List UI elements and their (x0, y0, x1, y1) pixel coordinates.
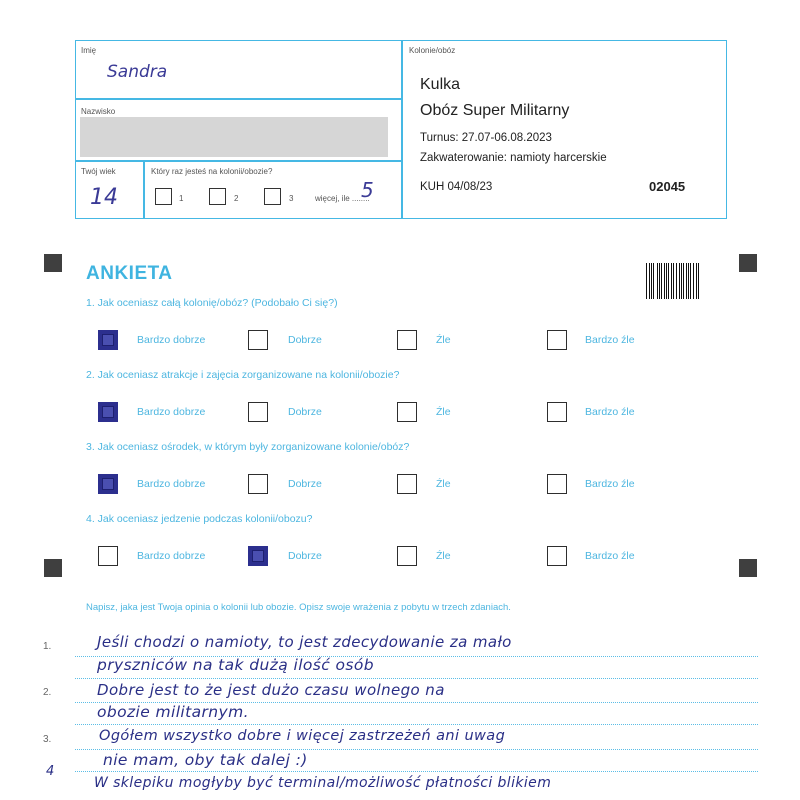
handwritten-line: nie mam, oby tak dalej :) (103, 751, 308, 769)
rating-option-label: Bardzo dobrze (137, 478, 206, 490)
line-number: 3. (43, 734, 52, 745)
imie-label: Imię (81, 46, 97, 55)
visit-3-checkbox[interactable] (264, 188, 281, 205)
registration-marker (44, 254, 62, 272)
row-divider (75, 98, 401, 100)
rating-option-label: Dobrze (288, 478, 322, 490)
rating-checkbox[interactable] (397, 474, 417, 494)
rating-checkbox[interactable] (397, 546, 417, 566)
rating-checkbox[interactable] (98, 402, 118, 422)
question-text: 4. Jak oceniasz jedzenie podczas kolonii/obozu? (86, 513, 313, 525)
turnus: Turnus: 27.07-06.08.2023 (420, 132, 552, 144)
barcode (646, 263, 700, 299)
visit-2-label: 2 (234, 194, 239, 203)
rating-option-label: Bardzo źle (585, 406, 635, 418)
visit-1-checkbox[interactable] (155, 188, 172, 205)
visit-3-label: 3 (289, 194, 294, 203)
rating-option-label: Bardzo źle (585, 550, 635, 562)
wiecej-value[interactable]: 5 (361, 178, 374, 202)
handwritten-line: Dobre jest to że jest dużo czasu wolnego na (97, 681, 445, 699)
rating-checkbox[interactable] (248, 474, 268, 494)
rating-checkbox[interactable] (397, 330, 417, 350)
visit-1-label: 1 (179, 194, 184, 203)
registration-marker (44, 559, 62, 577)
rating-option-label: Źle (436, 334, 451, 346)
rating-checkbox[interactable] (397, 402, 417, 422)
nazwisko-label: Nazwisko (81, 107, 116, 116)
rating-option-label: Dobrze (288, 550, 322, 562)
registration-marker (739, 254, 757, 272)
question-text: 3. Jak oceniasz ośrodek, w którym były zorganizowane kolonie/obóz? (86, 441, 410, 453)
camp-name: Kulka (420, 76, 461, 93)
handwritten-line: W sklepiku mogłyby być terminal/możliwość płatności blikiem (94, 775, 552, 791)
age-divider (143, 160, 145, 219)
rating-option-label: Bardzo dobrze (137, 334, 206, 346)
answer-line (75, 749, 758, 750)
wiek-value[interactable]: 14 (90, 185, 118, 210)
imie-value[interactable]: Sandra (107, 62, 168, 82)
kolonie-label: Kolonie/obóz (409, 46, 456, 55)
line-number: 2. (43, 687, 52, 698)
camp-type: Obóz Super Militarny (420, 102, 570, 119)
handwritten-number: 4 (46, 764, 55, 779)
rating-checkbox[interactable] (248, 546, 268, 566)
rating-option-label: Dobrze (288, 334, 322, 346)
rating-option-label: Dobrze (288, 406, 322, 418)
wiek-label: Twój wiek (81, 167, 116, 176)
handwritten-line: Ogółem wszystko dobre i więcej zastrzeżeń ani uwag (99, 728, 506, 744)
rating-checkbox[interactable] (248, 330, 268, 350)
answer-line (75, 724, 758, 725)
rating-option-label: Bardzo źle (585, 478, 635, 490)
form-number: 02045 (649, 179, 686, 194)
rating-checkbox[interactable] (547, 546, 567, 566)
row-divider (75, 160, 401, 162)
line-number: 1. (43, 641, 52, 652)
kuh-code: KUH 04/08/23 (420, 181, 493, 193)
handwritten-line: Jeśli chodzi o namioty, to jest zdecydowanie za mało (97, 633, 512, 651)
rating-checkbox[interactable] (98, 474, 118, 494)
rating-checkbox[interactable] (547, 474, 567, 494)
visit-2-checkbox[interactable] (209, 188, 226, 205)
rating-option-label: Bardzo źle (585, 334, 635, 346)
rating-option-label: Źle (436, 406, 451, 418)
zakwaterowanie: Zakwaterowanie: namioty harcerskie (420, 152, 607, 164)
rating-checkbox[interactable] (98, 330, 118, 350)
rating-option-label: Bardzo dobrze (137, 406, 206, 418)
handwritten-line: obozie militarnym. (97, 703, 249, 721)
rating-checkbox[interactable] (98, 546, 118, 566)
rating-checkbox[interactable] (547, 330, 567, 350)
rating-checkbox[interactable] (547, 402, 567, 422)
header-divider (401, 40, 403, 219)
handwritten-line: pryszniców na tak dużą ilość osób (97, 656, 374, 674)
question-text: 2. Jak oceniasz atrakcje i zajęcia zorganizowane na kolonii/obozie? (86, 369, 400, 381)
rating-option-label: Źle (436, 550, 451, 562)
rating-option-label: Bardzo dobrze (137, 550, 206, 562)
opinion-prompt: Napisz, jaka jest Twoja opinia o kolonii lub obozie. Opisz swoje wrażenia z pobytu w trzech zdaniach. (86, 602, 511, 613)
survey-title: ANKIETA (86, 263, 173, 284)
answer-line (75, 678, 758, 679)
question-text: 1. Jak oceniasz całą kolonię/obóz? (Podobało Ci się?) (86, 297, 338, 309)
redacted-surname (80, 117, 388, 157)
ktory-raz-label: Który raz jesteś na kolonii/obozie? (151, 167, 273, 176)
registration-marker (739, 559, 757, 577)
answer-line (75, 771, 758, 772)
wiecej-label: więcej, ile ........ (315, 194, 370, 203)
rating-option-label: Źle (436, 478, 451, 490)
rating-checkbox[interactable] (248, 402, 268, 422)
